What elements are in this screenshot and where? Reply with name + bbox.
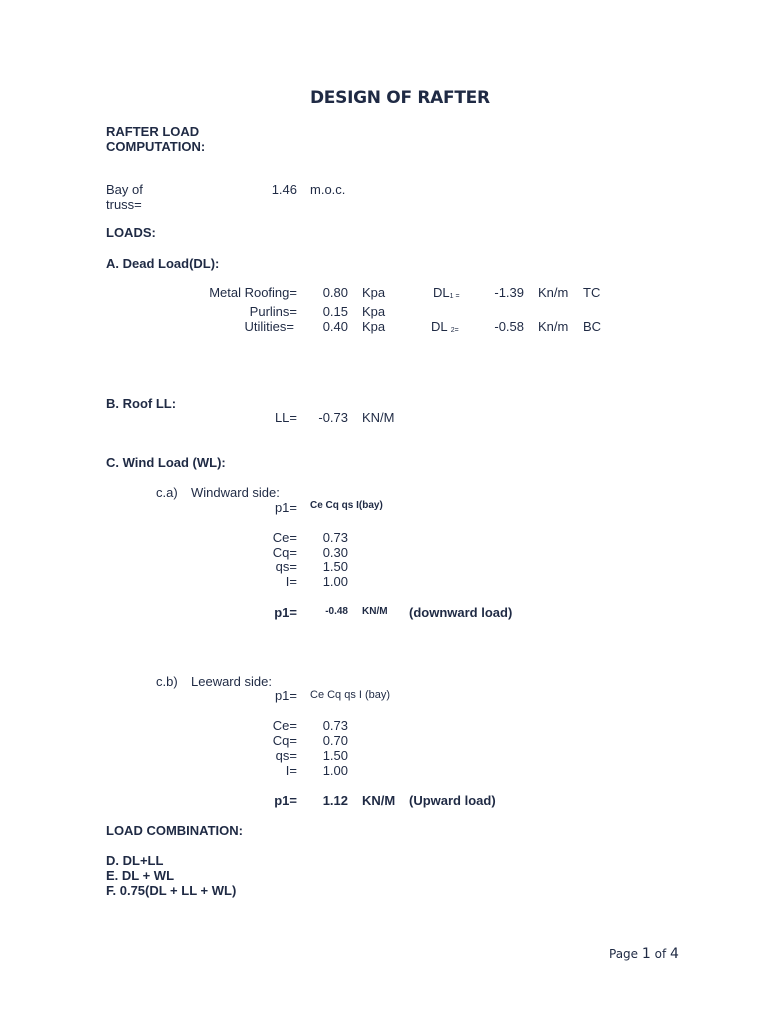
- dl2-value: -0.58: [494, 319, 524, 334]
- windward-param-value: 0.73: [322, 530, 348, 545]
- windward-p1-label: p1=: [274, 500, 297, 515]
- leeward-result-value: 1.12: [322, 793, 348, 808]
- loads-heading: LOADS:: [106, 225, 156, 240]
- windward-param-label: qs=: [275, 559, 297, 574]
- windward-title: Windward side:: [191, 485, 280, 500]
- windward-param-label: I=: [285, 574, 297, 589]
- dl1-subscript: 1 =: [449, 293, 460, 300]
- wind-load-heading: C. Wind Load (WL):: [106, 455, 226, 470]
- dl2-label: DL 2=: [431, 319, 459, 334]
- leeward-title: Leeward side:: [191, 674, 272, 689]
- windward-formula: Ce Cq qs I(bay): [310, 500, 383, 511]
- leeward-param-label: Cq=: [272, 733, 297, 748]
- dead-load-item-value: 0.15: [322, 304, 348, 319]
- section-heading-line2: COMPUTATION:: [106, 139, 206, 154]
- dead-load-item-label: Utilities=: [244, 319, 294, 334]
- windward-result-value: -0.48: [325, 606, 348, 617]
- windward-param-value: 1.50: [322, 559, 348, 574]
- section-heading-line1: RAFTER LOAD: [106, 124, 200, 139]
- dl1-value: -1.39: [494, 285, 524, 300]
- windward-param-label: Ce=: [272, 530, 297, 545]
- dead-load-item-unit: Kpa: [362, 319, 386, 334]
- leeward-param-value: 1.50: [322, 748, 348, 763]
- dead-load-heading: A. Dead Load(DL):: [106, 256, 220, 271]
- dead-load-item-label: Metal Roofing=: [209, 285, 297, 300]
- windward-marker: c.a): [156, 485, 178, 500]
- dl1-label: DL1 =: [433, 285, 460, 300]
- leeward-param-value: 0.73: [322, 718, 348, 733]
- roof-ll-heading: B. Roof LL:: [106, 396, 177, 411]
- dl2-subscript: 2=: [450, 327, 459, 334]
- load-combination-heading: LOAD COMBINATION:: [106, 823, 243, 838]
- roof-ll-unit: KN/M: [362, 410, 395, 425]
- dead-load-item-value: 0.80: [322, 285, 348, 300]
- roof-ll-label: LL=: [274, 410, 297, 425]
- load-combination-item: F. 0.75(DL + LL + WL): [106, 883, 237, 898]
- leeward-result-unit: KN/M: [362, 793, 396, 808]
- page-number: [609, 946, 679, 962]
- leeward-param-value: 0.70: [322, 733, 348, 748]
- bay-label-line2: truss=: [106, 197, 142, 212]
- dead-load-item-unit: Kpa: [362, 304, 386, 319]
- dl2-tag: BC: [583, 319, 602, 334]
- dead-load-item-unit: Kpa: [362, 285, 386, 300]
- roof-ll-value: -0.73: [318, 410, 348, 425]
- leeward-result-note: (Upward load): [409, 793, 496, 808]
- load-combination-item: E. DL + WL: [106, 868, 175, 883]
- leeward-param-label: Ce=: [272, 718, 297, 733]
- windward-result-label: p1=: [274, 605, 297, 620]
- leeward-param-label: qs=: [275, 748, 297, 763]
- page-word: Page: [609, 947, 639, 961]
- windward-param-value: 0.30: [322, 545, 348, 560]
- dead-load-item-label: Purlins=: [249, 304, 297, 319]
- windward-result-note: (downward load): [409, 605, 513, 620]
- windward-param-label: Cq=: [272, 545, 297, 560]
- windward-param-value: 1.00: [322, 574, 348, 589]
- total-pages: 4: [670, 946, 679, 962]
- current-page: 1: [641, 946, 651, 962]
- windward-result-unit: KN/M: [362, 606, 388, 617]
- bay-label-line1: Bay of: [106, 182, 143, 197]
- leeward-param-label: I=: [285, 763, 297, 778]
- leeward-result-label: p1=: [274, 793, 297, 808]
- leeward-formula: Ce Cq qs I (bay): [310, 689, 391, 701]
- of-word: of: [654, 947, 667, 961]
- leeward-marker: c.b): [156, 674, 178, 689]
- bay-value: 1.46: [271, 182, 297, 197]
- leeward-p1-label: p1=: [274, 688, 297, 703]
- leeward-param-value: 1.00: [322, 763, 348, 778]
- bay-unit: m.o.c.: [310, 182, 346, 197]
- dead-load-item-value: 0.40: [322, 319, 348, 334]
- dl1-unit: Kn/m: [538, 285, 569, 300]
- page-title: DESIGN OF RAFTER: [310, 88, 490, 108]
- dl2-unit: Kn/m: [538, 319, 569, 334]
- load-combination-item: D. DL+LL: [106, 853, 164, 868]
- dl1-tag: TC: [583, 285, 601, 300]
